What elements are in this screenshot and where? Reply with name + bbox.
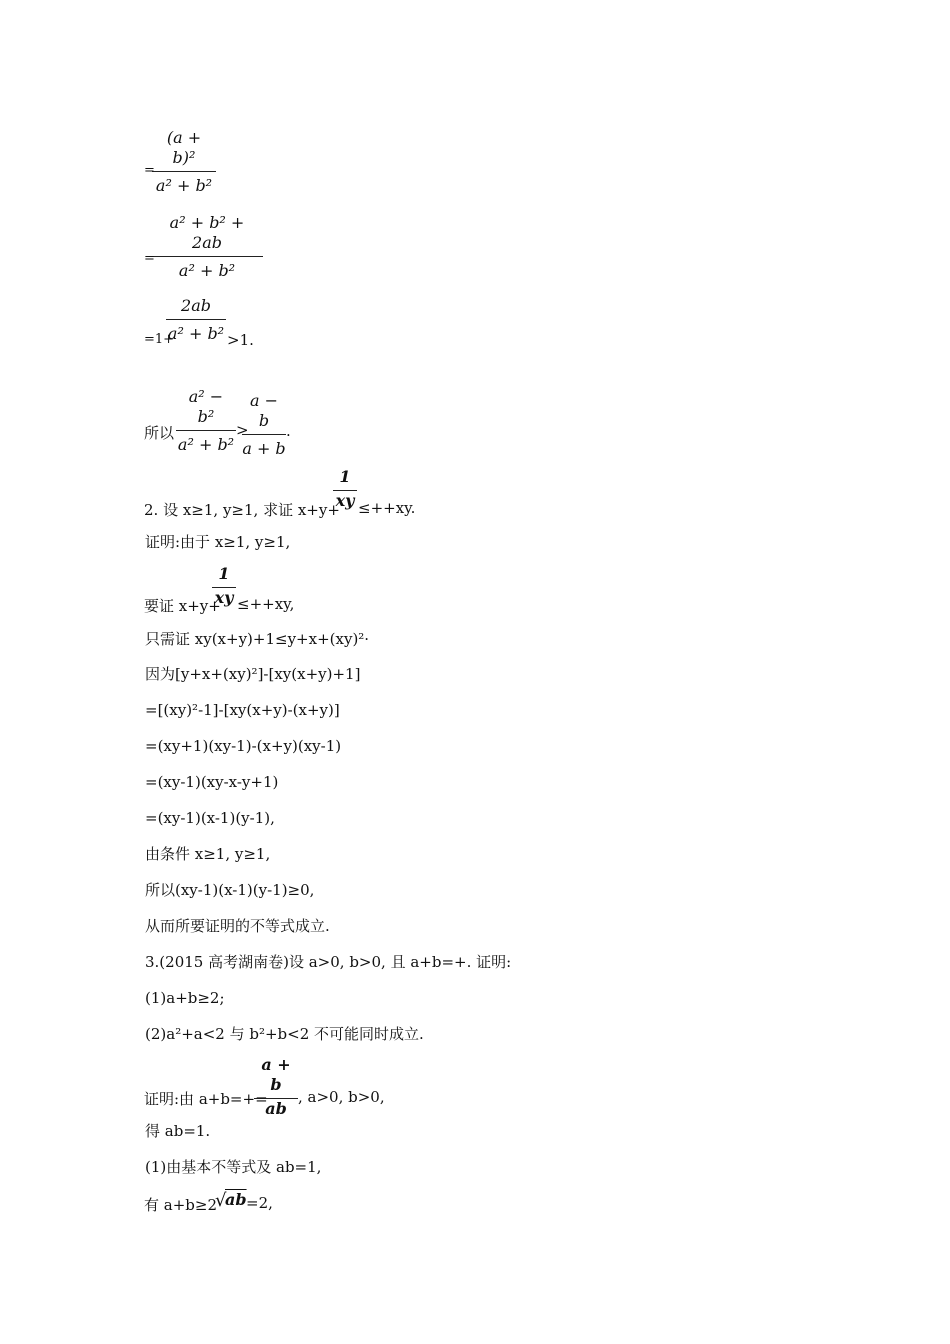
have-line-a: 有 a+b≥2 xyxy=(144,1196,217,1214)
only-need: 只需证 xy(x+y)+1≤y+x+(xy)²· xyxy=(145,630,370,648)
fraction-7 xyxy=(254,1055,298,1119)
equals-one-plus: =1+ xyxy=(144,332,175,347)
fraction-2-denominator: a² + b² xyxy=(178,261,236,280)
fraction-1 xyxy=(152,128,216,196)
fraction-4a xyxy=(176,387,236,455)
sqrt-sign: √ xyxy=(215,1190,227,1211)
greater-than-one: >1. xyxy=(227,331,254,349)
need-prove-a: 要证 x+y+ xyxy=(144,597,221,615)
proof-3-a: 证明:由 a+b=+= xyxy=(144,1090,268,1108)
need-prove-b: ≤++xy, xyxy=(237,595,295,613)
problem-2-text-a: 2. 设 x≥1, y≥1, 求证 x+y+ xyxy=(144,501,340,519)
fraction-5-numerator: 1 xyxy=(333,467,357,491)
proof-3-b: , a>0, b>0, xyxy=(298,1088,385,1106)
because-line: 因为[y+x+(xy)²]-[xy(x+y)+1] xyxy=(145,665,361,683)
sqrt-radicand: ab xyxy=(225,1190,247,1209)
fraction-1-numerator: (a + b)² xyxy=(152,128,216,172)
proof-intro: 证明:由于 x≥1, y≥1, xyxy=(145,533,291,551)
fraction-6-denominator: xy xyxy=(214,588,234,607)
condition-line: 由条件 x≥1, y≥1, xyxy=(145,845,271,863)
fraction-4b-denominator: a + b xyxy=(242,439,286,458)
fraction-7-denominator: ab xyxy=(265,1099,287,1118)
fraction-4a-denominator: a² + b² xyxy=(177,435,235,454)
fraction-3-numerator: 2ab xyxy=(166,296,226,320)
problem-3: 3.(2015 高考湖南卷)设 a>0, b>0, 且 a+b=+. 证明: xyxy=(145,953,512,971)
fraction-1-denominator: a² + b² xyxy=(155,176,213,195)
problem-2-text-b: ≤++xy. xyxy=(358,499,416,517)
problem-3-part-1: (1)a+b≥2; xyxy=(145,989,225,1007)
part-1-proof: (1)由基本不等式及 ab=1, xyxy=(145,1158,322,1176)
have-line-b: =2, xyxy=(246,1194,273,1212)
fraction-4a-numerator: a² − b² xyxy=(176,387,236,431)
so-line: 所以(xy-1)(x-1)(y-1)≥0, xyxy=(145,881,315,899)
equals-2: = xyxy=(144,251,155,266)
greater-sign: > xyxy=(236,421,249,439)
fraction-2-numerator: a² + b² + 2ab xyxy=(151,213,263,257)
step-1: =[(xy)²-1]-[xy(x+y)-(x+y)] xyxy=(145,701,340,719)
fraction-7-numerator: a + b xyxy=(254,1055,298,1099)
problem-3-part-2: (2)a²+a<2 与 b²+b<2 不可能同时成立. xyxy=(145,1025,424,1043)
step-2: =(xy+1)(xy-1)-(x+y)(xy-1) xyxy=(145,737,342,755)
step-4: =(xy-1)(x-1)(y-1), xyxy=(145,809,275,827)
period: . xyxy=(286,422,291,440)
fraction-2 xyxy=(151,213,263,281)
step-3: =(xy-1)(xy-x-y+1) xyxy=(145,773,279,791)
so-label: 所以 xyxy=(144,424,175,442)
equals-1: = xyxy=(144,163,155,178)
conclusion-line: 从而所要证明的不等式成立. xyxy=(145,917,330,935)
get-ab-line: 得 ab=1. xyxy=(145,1122,211,1140)
fraction-4b-numerator: a − b xyxy=(242,391,286,435)
fraction-4b xyxy=(242,391,286,459)
fraction-3-denominator: a² + b² xyxy=(167,324,225,343)
fraction-6-numerator: 1 xyxy=(212,564,236,588)
fraction-3 xyxy=(166,296,226,344)
fraction-5-denominator: xy xyxy=(335,491,355,510)
